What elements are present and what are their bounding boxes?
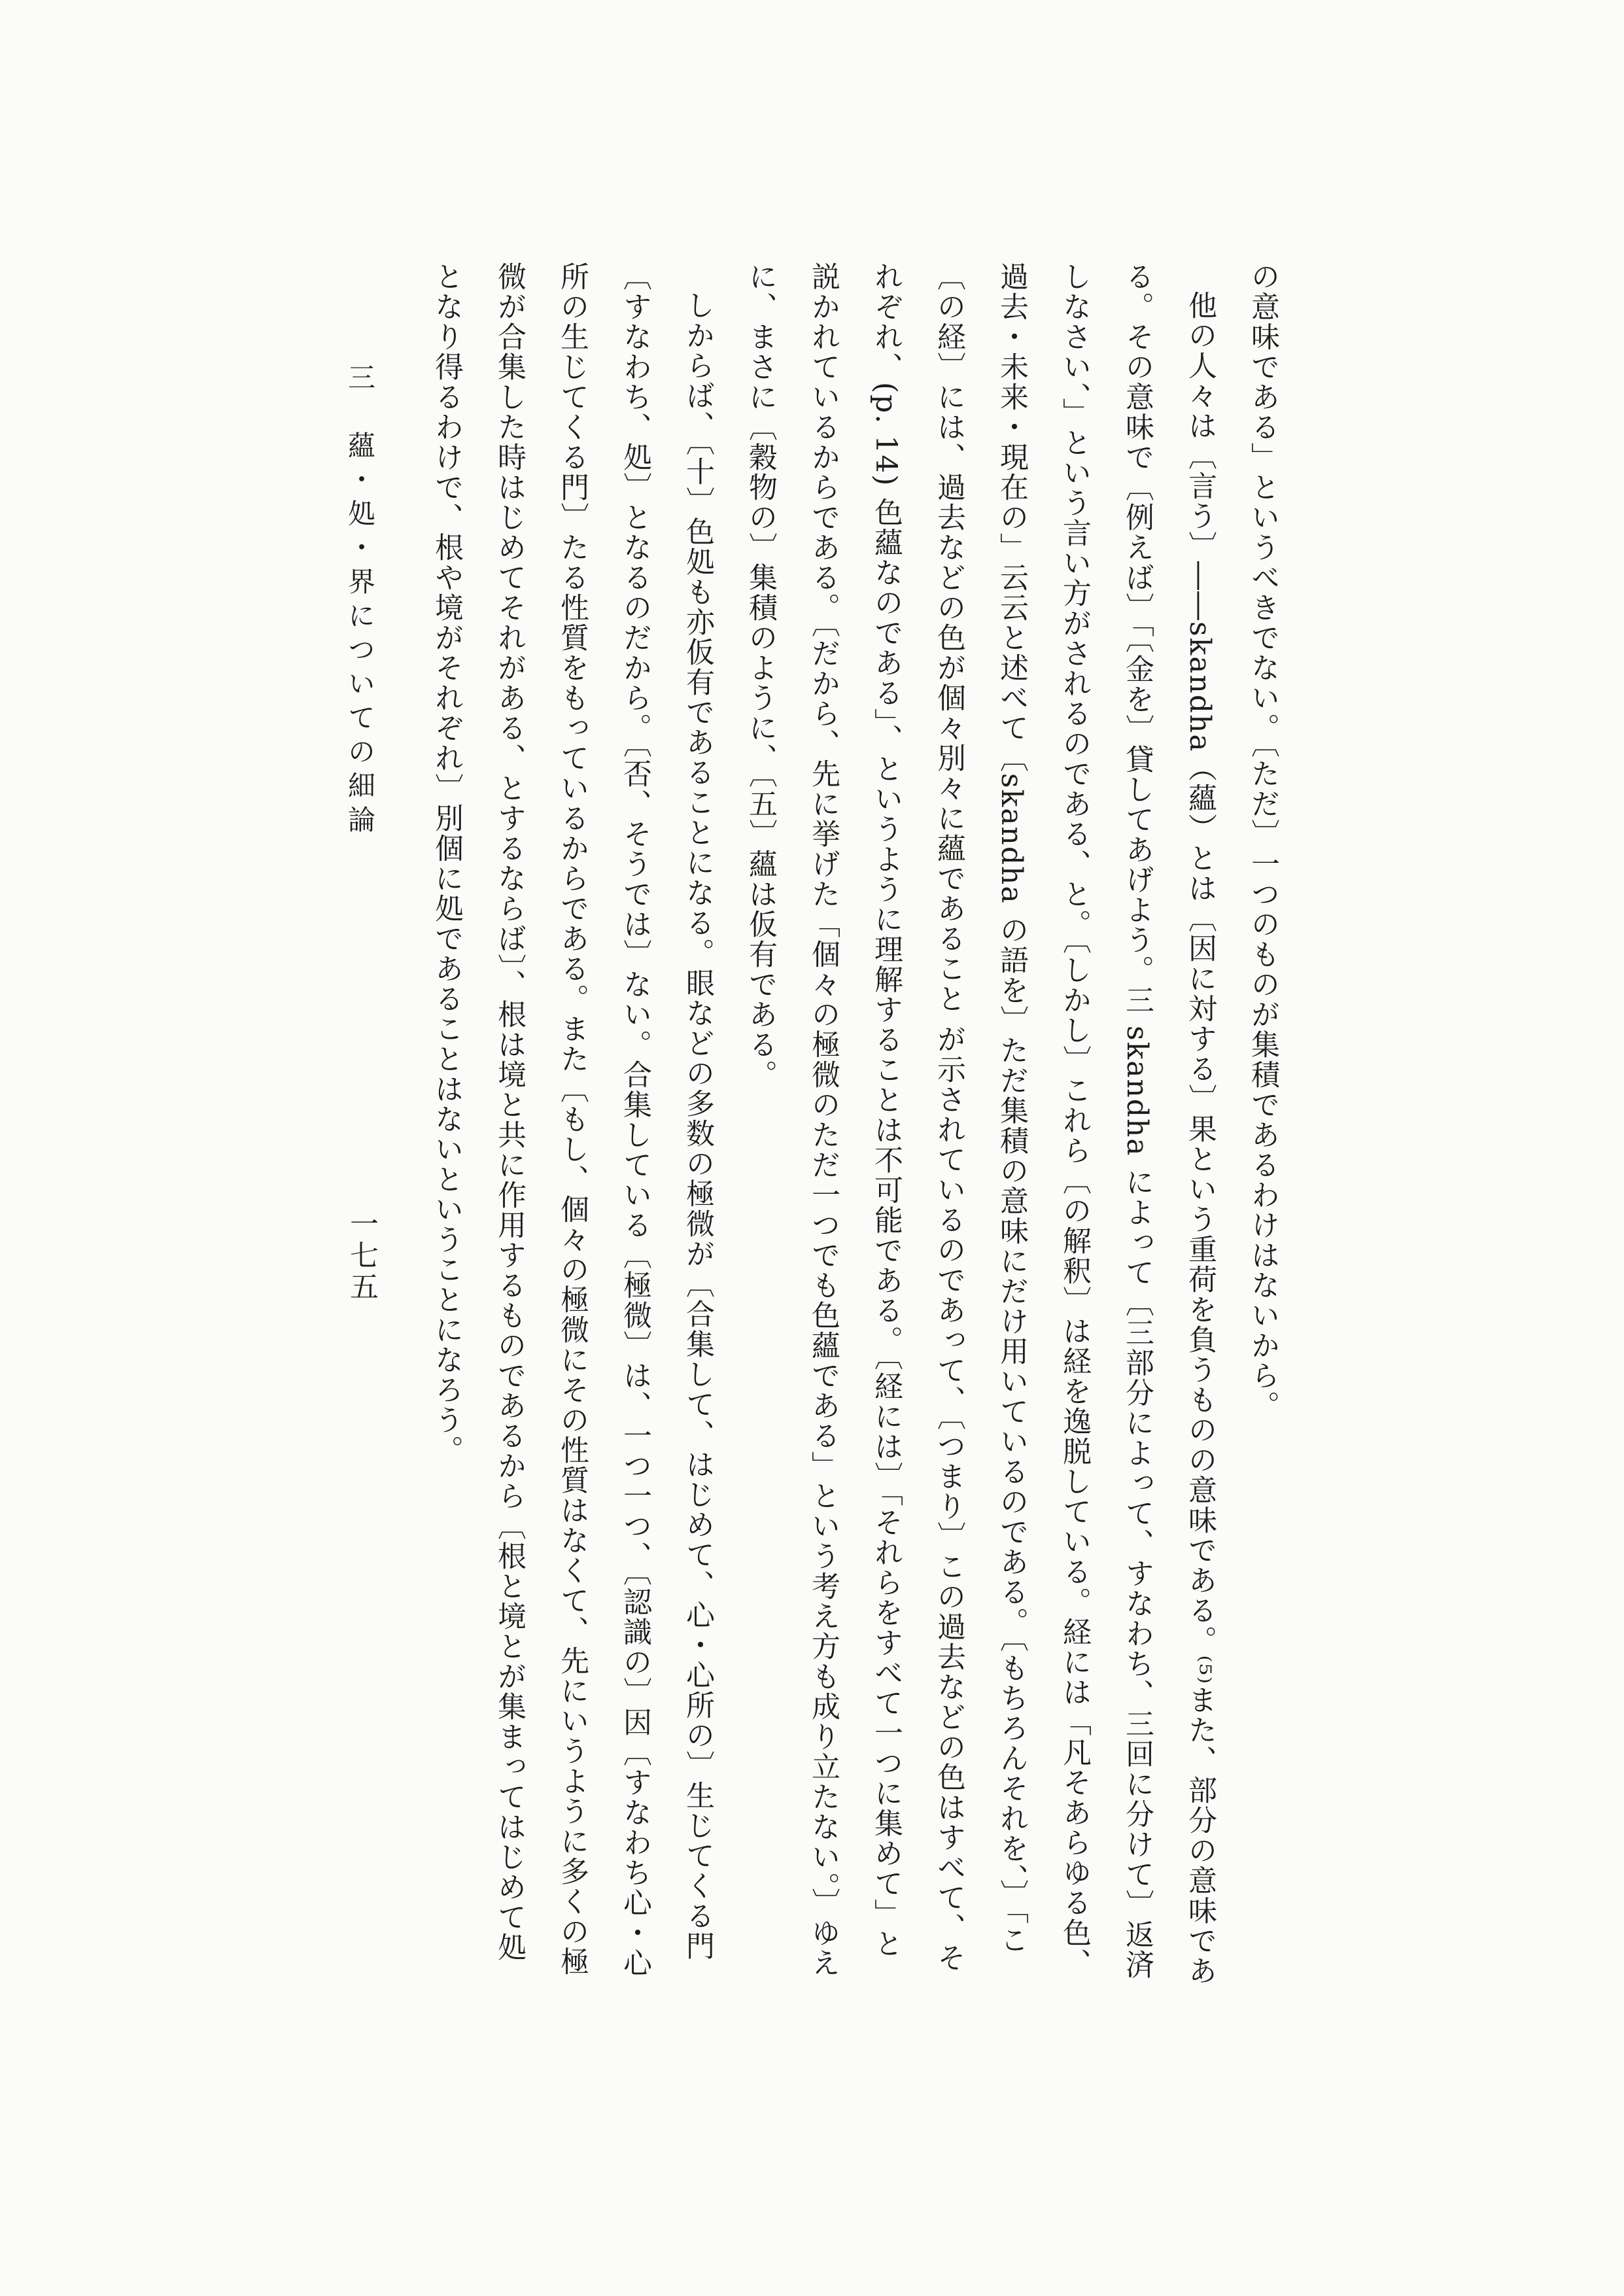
paragraph-1: の意味である」というべきでない。〔ただ〕一つのものが集積であるわけはないから。 xyxy=(1246,262,1279,1421)
paragraph-3: しからば、〔十〕色処も亦仮有であることになる。眼などの多数の極微が〔合集して、はじめて、心・心所の〕生じてくる門〔すなわち、処〕となるのだから。〔否、そうでは〕ない。合集している〔極微〕は、一つ一つ、〔認識の〕因〔すなわち心・心所の生じてくる門〕たる性質をもっているからである。また〔もし、個々の極微にその性質はなくて、先にいうように多くの極微が合集した時はじめてそれがある、とするならば〕、根は境と共に作用するものであるから〔根と境とが集まってはじめて処となり得るわけで、根や境がそれぞれ〕別個に処であることはないということになろう。 xyxy=(430,262,714,1978)
paragraph-2: 他の人々は〔言う〕――skandha（蘊）とは〔因に対する〕果という重荷を負うものの意味である。⁽⁵⁾また、部分の意味である。その意味で〔例えば〕「〔金を〕貸してあげよう。三 skandha によって〔三部分によって、すなわち、三回に分けて〕返済しなさい、」という言い方がされるのである、と。〔しかし〕これら〔の解釈〕は経を逸脱している。経には「凡そあらゆる色、過去・未来・現在の」云云と述べて〔skandha の語を〕ただ集積の意味にだけ用いているのである。〔もちろんそれを、〕「こ〔の経〕には、過去などの色が個々別々に蘊であること が示されているのであって、〔つまり〕この過去などの色はすべて、それぞれ、(p. 14) 色蘊なのである」、というように理解することは不可能である。〔経には〕「それらをすべて一つに集めて」と説かれているからである。〔だから、先に挙げた「個々の極微のただ一つでも色蘊である」という考え方も成り立たない。〕ゆえに、まさに〔穀物の〕集積のように、〔五〕蘊は仮有である。 xyxy=(744,262,1217,1986)
page-number: 一七五 xyxy=(345,1209,378,1303)
running-head: 三 蘊・処・界についての細論 xyxy=(344,363,376,839)
body-text xyxy=(415,262,1294,1989)
